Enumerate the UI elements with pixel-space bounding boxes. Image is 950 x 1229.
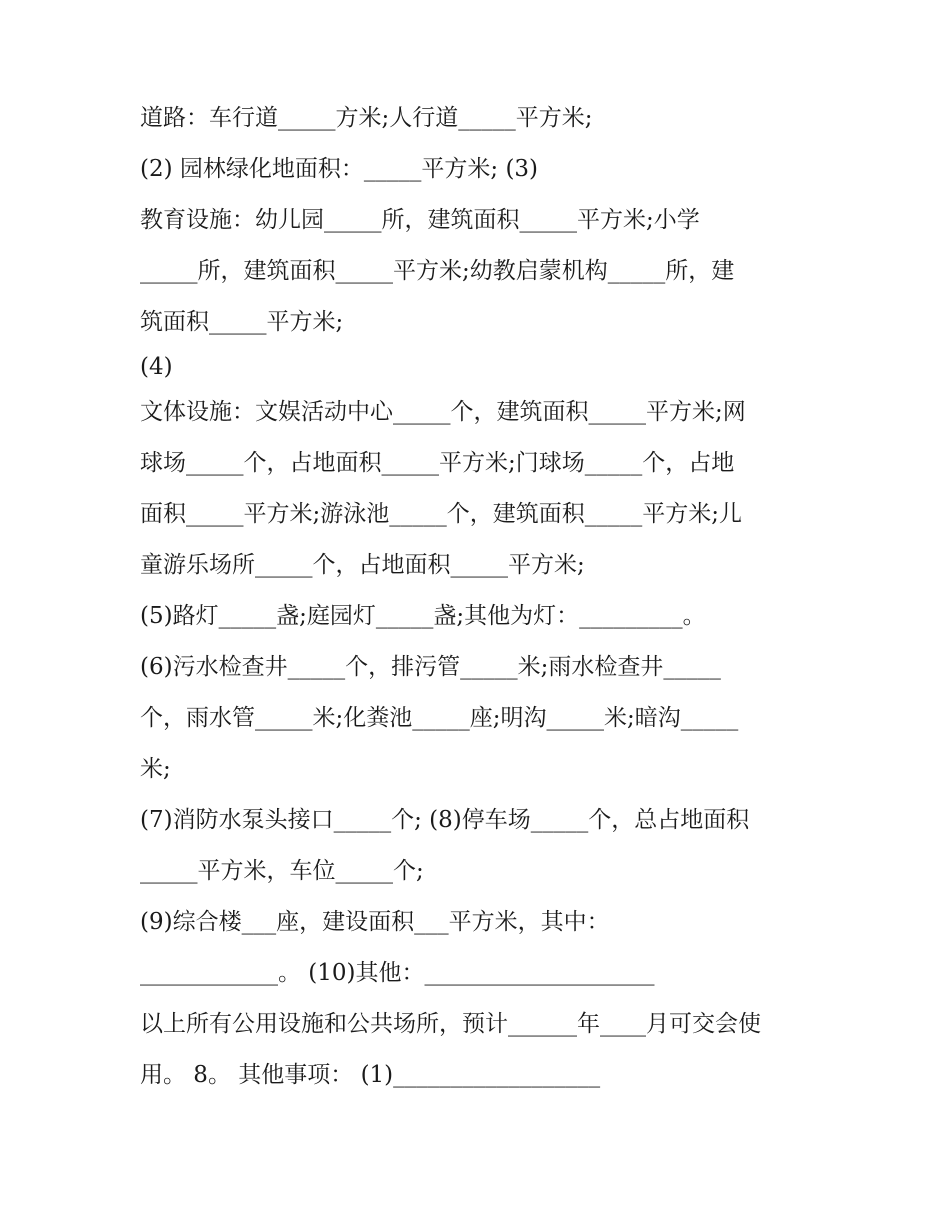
text-line-other: ____________。 (10)其他：____________________ (140, 960, 655, 986)
text-line-fire-parking: (7)消防水泵头接口_____个; (8)停车场_____个，总占地面积 (140, 807, 750, 833)
text-line-lighting: (5)路灯_____盏;庭园灯_____盏;其他为灯：_________。 (140, 603, 706, 629)
text-line-schedule: 以上所有公用设施和公共场所，预计______年____月可交会使 (140, 1011, 761, 1037)
document-body (140, 104, 820, 1089)
text-line-culture-3: 面积_____平方米;游泳池_____个，建筑面积_____平方米;儿 (140, 501, 742, 527)
text-line-education-3: 筑面积_____平方米; (140, 309, 344, 335)
text-line-education-2: _____所，建筑面积_____平方米;幼教启蒙机构_____所，建 (140, 258, 735, 284)
text-line-drainage-3: 米; (140, 756, 171, 782)
text-line-drainage-1: (6)污水检查井_____个，排污管_____米;雨水检查井_____ (140, 654, 721, 680)
text-line-culture-4: 童游乐场所_____个，占地面积_____平方米; (140, 552, 585, 578)
text-line-culture-2: 球场_____个，占地面积_____平方米;门球场_____个，占地 (140, 450, 735, 476)
text-line-other-matters: 用。 8。 其他事项： (1)__________________ (140, 1062, 601, 1088)
text-line-greening: (2) 园林绿化地面积：_____平方米; (3) (140, 156, 539, 182)
text-line-parking-spaces: _____平方米，车位_____个; (140, 858, 424, 884)
text-line-complex-building: (9)综合楼___座，建设面积___平方米，其中： (140, 909, 610, 935)
text-line-section-4: (4) (140, 354, 173, 380)
text-line-roads: 道路：车行道_____方米;人行道_____平方米; (140, 105, 593, 131)
text-line-culture-1: 文体设施：文娱活动中心_____个，建筑面积_____平方米;网 (140, 399, 746, 425)
text-line-drainage-2: 个，雨水管_____米;化粪池_____座;明沟_____米;暗沟_____ (140, 705, 739, 731)
text-line-education-1: 教育设施：幼儿园_____所，建筑面积_____平方米;小学 (140, 207, 700, 233)
